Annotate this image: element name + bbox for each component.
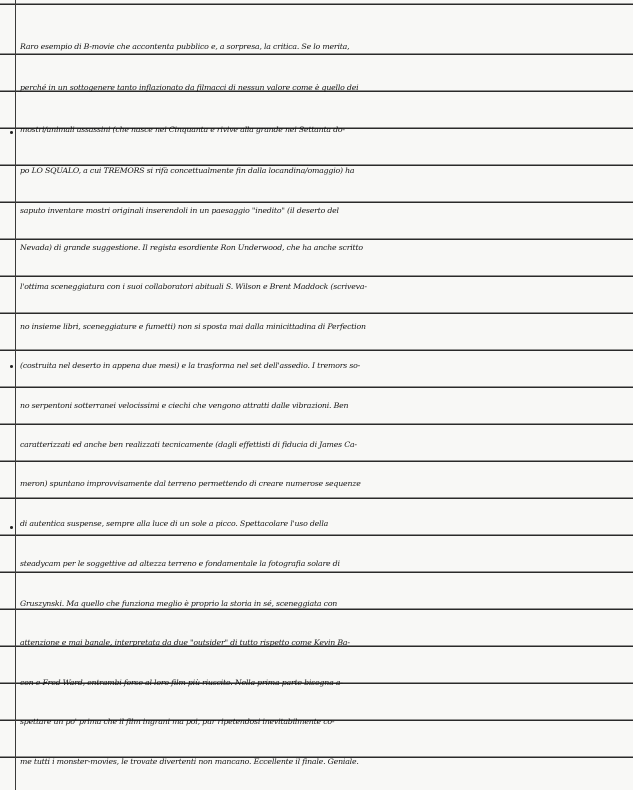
margin-dot <box>10 526 13 529</box>
text-line: no serpentoni sotterranei velocissimi e ciechi che vengono attratti dalle vibrazioni. Ben <box>20 401 349 410</box>
text-line: steadycam per le soggettive ad altezza terreno e fondamentale la fotografia solare di <box>20 559 340 568</box>
text-line: caratterizzati ed anche ben realizzati tecnicamente (dagli effettisti di fiducia di James Ca- <box>20 440 357 449</box>
text-line: mostri/animali assassini (che nasce nei Cinquanta e rivive alla grande nei Settanta do- <box>20 125 345 134</box>
text-line: con e Fred Ward, entrambi forse al loro film più riuscito. Nella prima parte bisogna a- <box>20 678 343 687</box>
margin-rule <box>15 0 16 790</box>
text-line: (costruita nel deserto in appena due mesi) e la trasforma nel set dell'assedio. I tremors so- <box>20 361 361 370</box>
text-line: po LO SQUALO, a cui TREMORS si rifà concettualmente fin dalla locandina/omaggio) ha <box>20 166 355 175</box>
text-line: saputo inventare mostri originali inserendoli in un paesaggio "inedito" (il deserto del <box>20 206 339 215</box>
margin-dot <box>10 365 13 368</box>
text-line: l'ottima sceneggiatura con i suoi collaboratori abituali S. Wilson e Brent Maddock (scriveva- <box>20 282 367 291</box>
text-line: di autentica suspense, sempre alla luce di un sole a picco. Spettacolare l'uso della <box>20 519 329 528</box>
text-line: me tutti i monster-movies, le trovate divertenti non mancano. Eccellente il finale. Geniale. <box>20 757 359 766</box>
text-line: perché in un sottogenere tanto inflazionato da filmacci di nessun valore come è quello dei <box>20 83 359 92</box>
text-line: Raro esempio di B-movie che accontenta pubblico e, a sorpresa, la critica. Se lo merita, <box>20 42 350 51</box>
text-line: no insieme libri, sceneggiature e fumetti) non si sposta mai dalla minicittadina di Perfection <box>20 322 366 331</box>
margin-dot <box>10 131 13 134</box>
text-line: meron) spuntano improvvisamente dal terreno permettendo di creare numerose sequenze <box>20 479 361 488</box>
text-line: spettare un po' prima che il film ingrani ma poi, pur ripetendosi inevitabilmente co- <box>20 717 335 726</box>
text-line: attenzione e mai banale, interpretata da due "outsider" di tutto rispetto come Kevin Ba- <box>20 638 350 647</box>
text-line: Gruszynski. Ma quello che funziona meglio è proprio la storia in sé, sceneggiata con <box>20 599 338 608</box>
text-line: Nevada) di grande suggestione. Il regista esordiente Ron Underwood, che ha anche scritto <box>20 243 363 252</box>
